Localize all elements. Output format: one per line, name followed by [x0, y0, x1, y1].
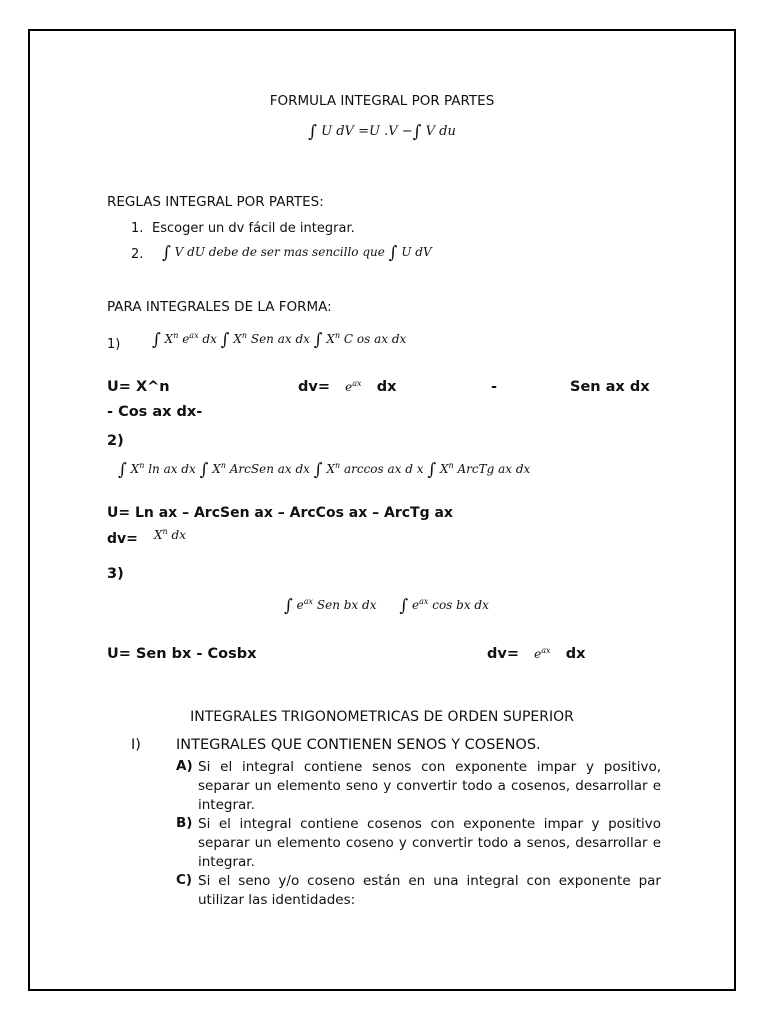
case-3-u: U= Sen bx - Cosbx [107, 646, 257, 662]
reglas-item-1-text: Escoger un dv fácil de integrar. [152, 221, 355, 236]
document-page [28, 29, 736, 991]
case-1-formula: ∫ $X^n$ $e^{ax}$ dx ∫ $X^n$ Sen ax dx ∫ $X^n$ C os ax dx [152, 330, 407, 350]
case-1-dv-label: dv= [298, 379, 330, 395]
trig-item-a-text: Si el integral contiene senos con exponente impar y positivo, separar un elemento seno y convertir todo a cosenos, desarrollar e integrar. [198, 759, 661, 813]
case-2-u: U= Ln ax – ArcSen ax – ArcCos ax – ArcTg ax [107, 505, 453, 521]
reglas-item-2-formula: ∫ V dU debe de ser mas sencillo que ∫ U dV [162, 243, 432, 263]
case-2-number: 2) [107, 433, 124, 449]
reglas-heading: REGLAS INTEGRAL POR PARTES: [107, 194, 324, 210]
case-2-dv-formula: $X^n$ dx [154, 527, 186, 542]
case-1-dv-base: e [345, 380, 353, 394]
trig-item-c-label: C) [176, 872, 193, 888]
main-formula: ∫ U dV =U .V −∫ V du [308, 122, 456, 142]
case-3-dv-exp: ax [541, 646, 551, 655]
trig-section-title: INTEGRALES QUE CONTIENEN SENOS Y COSENOS. [176, 737, 541, 753]
case-2-dv-label: dv= [107, 531, 138, 547]
trig-item-a-label: A) [176, 758, 193, 774]
document-title: FORMULA INTEGRAL POR PARTES [269, 93, 495, 109]
trig-item-b-label: B) [176, 815, 193, 831]
case-1-cos: - Cos ax dx- [107, 404, 203, 420]
forma-heading: PARA INTEGRALES DE LA FORMA: [107, 299, 332, 315]
case-3-dv [487, 646, 585, 662]
case-1-dash: - [491, 379, 498, 395]
trig-item-b-text: Si el integral contiene cosenos con exponente impar y positivo separar un elemento coseno y convertir todo a senos, desarrollar e integrar. [198, 816, 661, 870]
trig-section-number: I) [131, 737, 141, 753]
case-1-dv-dx: dx [376, 379, 397, 395]
case-3-dv-base: e [534, 647, 542, 661]
case-1-dv-exp: ax [352, 379, 362, 388]
case-1-number: 1) [107, 337, 121, 352]
case-3-formula: ∫ $e^{ax}$ Sen bx dx ∫ $e^{ax}$ cos bx dx [284, 596, 489, 616]
reglas-item-1-number: 1. [131, 221, 144, 236]
case-1-u: U= X^n [107, 379, 170, 395]
trig-item-c-text: Si el seno y/o coseno están en una integral con exponente par utilizar las identidades: [198, 873, 661, 908]
case-2-formula: ∫ $X^n$ ln ax dx ∫ $X^n$ ArcSen ax dx ∫ $X^n$ arccos ax d x ∫ $X^n$ ArcTg ax dx [118, 460, 531, 480]
case-3-number: 3) [107, 566, 124, 582]
case-3-dv-dx: dx [565, 646, 586, 662]
trig-heading: INTEGRALES TRIGONOMETRICAS DE ORDEN SUPERIOR [190, 709, 574, 725]
reglas-item-2-number: 2. [131, 247, 144, 262]
case-1-dv [298, 379, 396, 395]
case-3-dv-label: dv= [487, 646, 519, 662]
case-1-sen: Sen ax dx [570, 379, 650, 395]
